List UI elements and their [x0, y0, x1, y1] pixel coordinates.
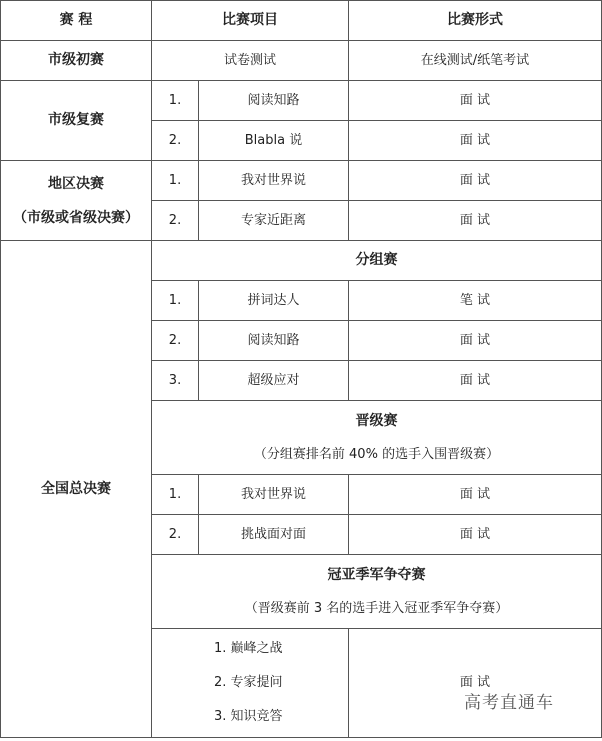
- item-number: 1.: [152, 281, 199, 321]
- item-cell: 试卷测试: [152, 41, 349, 81]
- championship-stage-heading: [152, 555, 602, 629]
- list-item: 2. 专家提问: [214, 675, 283, 690]
- list-item: 3. 知识竞答: [214, 709, 283, 724]
- format-cell: 面 试: [349, 81, 602, 121]
- item-cell: 阅读知路: [199, 81, 349, 121]
- city-prelim-row: [1, 41, 602, 81]
- item-cell: Blabla 说: [199, 121, 349, 161]
- item-cell: 阅读知路: [199, 321, 349, 361]
- item-number: 2.: [152, 121, 199, 161]
- format-cell: 面 试: [349, 161, 602, 201]
- item-number: 1.: [152, 161, 199, 201]
- stage-city-prelim: 市级初赛: [1, 41, 152, 81]
- format-cell: 面 试: [349, 201, 602, 241]
- item-number: 2.: [152, 321, 199, 361]
- format-cell: 面 试: [349, 629, 602, 738]
- item-cell: 拼词达人: [199, 281, 349, 321]
- group-title-row: [1, 241, 602, 281]
- item-cell: 我对世界说: [199, 161, 349, 201]
- item-number: 2.: [152, 515, 199, 555]
- format-cell: 面 试: [349, 361, 602, 401]
- championship-items-list: [152, 629, 349, 738]
- watermark: 高考直通车: [464, 693, 554, 713]
- format-cell: 面 试: [349, 515, 602, 555]
- format-cell: 面 试: [349, 321, 602, 361]
- item-cell: 超级应对: [199, 361, 349, 401]
- stage-regional-subtitle: （市级或省级决赛）: [13, 209, 139, 226]
- group-stage-title: 分组赛: [152, 241, 602, 281]
- promotion-stage-heading: [152, 401, 602, 475]
- item-cell: 挑战面对面: [199, 515, 349, 555]
- promotion-stage-title: 晋级赛: [355, 412, 398, 429]
- item-number: 1.: [152, 475, 199, 515]
- table-row: [1, 81, 602, 121]
- list-item: 1. 巅峰之战: [214, 641, 283, 656]
- item-cell: 专家近距离: [199, 201, 349, 241]
- table-row: [1, 161, 602, 201]
- promotion-stage-note: （分组赛排名前 40% 的选手入围晋级赛）: [253, 446, 500, 462]
- item-number: 3.: [152, 361, 199, 401]
- format-cell: 面 试: [349, 475, 602, 515]
- item-number: 1.: [152, 81, 199, 121]
- stage-regional-title: 地区决赛: [48, 175, 104, 192]
- item-number: 2.: [152, 201, 199, 241]
- format-cell: 笔 试: [349, 281, 602, 321]
- header-stage: 赛 程: [1, 1, 152, 41]
- item-cell: 我对世界说: [199, 475, 349, 515]
- stage-regional: [1, 161, 152, 241]
- header-item: 比赛项目: [152, 1, 349, 41]
- header-format: 比赛形式: [349, 1, 602, 41]
- stage-city-semi: 市级复赛: [1, 81, 152, 161]
- format-cell: 面 试: [349, 121, 602, 161]
- header-row: [1, 1, 602, 41]
- stage-national: 全国总决赛: [1, 241, 152, 738]
- championship-stage-note: （晋级赛前 3 名的选手进入冠亚季军争夺赛）: [244, 600, 509, 616]
- format-cell: 在线测试/纸笔考试: [349, 41, 602, 81]
- championship-stage-title: 冠亚季军争夺赛: [327, 566, 426, 583]
